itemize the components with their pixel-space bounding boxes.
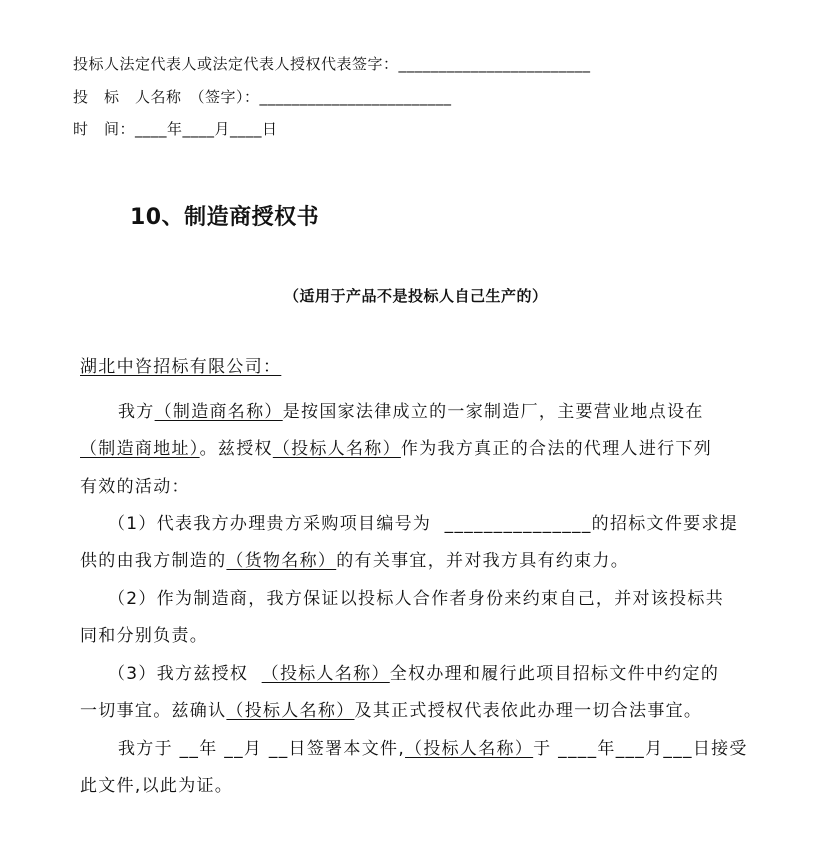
text: 及其正式授权代表依此办理一切合法事宜。 (354, 701, 703, 721)
sign-month-blank: __ (224, 739, 244, 759)
item1-line1 (108, 509, 738, 534)
item2-line2: 同和分别负责。 (80, 626, 209, 646)
text: 的有关事宜，并对我方具有约束力。 (336, 551, 630, 571)
text: 月 (645, 739, 664, 759)
bidder-name-blank: ________________________ (259, 88, 452, 106)
accept-month-blank: ___ (615, 739, 646, 759)
text: 年 (199, 739, 218, 759)
text: 供的由我方制造的 (80, 551, 227, 571)
text: 全权办理和履行此项目招标文件中约定的 (389, 664, 720, 684)
accept-year-blank: ____ (558, 739, 598, 759)
addressee: 湖北中咨招标有限公司： (80, 357, 282, 377)
text: 作为我方真正的合法的代理人进行下列 (400, 439, 713, 459)
rep-signature-blank: ________________________ (398, 55, 591, 73)
section-title: 10、制造商授权书 (130, 205, 320, 230)
text: 的招标文件要求提 (591, 514, 739, 534)
bidder-name-label: 投 标 人名称 （签字）： (73, 88, 260, 106)
closing-line1 (118, 734, 748, 759)
item3-line1 (108, 659, 719, 684)
closing-line2: 此文件,以此为证。 (80, 776, 234, 796)
text: 。兹授权 (199, 439, 273, 459)
bidder-name: （投标人名称） (261, 664, 390, 684)
item3-line2 (80, 696, 702, 721)
text: （3）我方兹授权 (108, 664, 249, 684)
bidder-name: （投标人名称） (272, 439, 401, 459)
para1-line2 (80, 434, 712, 459)
text: 日签署本文件, (288, 739, 406, 759)
manufacturer-name: （制造商名称） (154, 402, 283, 422)
bidder-name: （投标人名称） (226, 701, 355, 721)
item2-line1: （2）作为制造商，我方保证以投标人合作者身份来约束自己，并对该投标共 (108, 589, 725, 609)
text: 年 (597, 739, 616, 759)
bidder-name-line (73, 86, 452, 107)
text: 于 (533, 739, 552, 759)
item1-line2 (80, 546, 629, 571)
sign-day-blank: __ (268, 739, 289, 759)
project-number-blank: _______________ (444, 514, 592, 534)
manufacturer-address: （制造商地址） (80, 439, 200, 459)
goods-name: （货物名称） (226, 551, 337, 571)
sign-year-blank: __ (179, 739, 200, 759)
time-value: ____年____月____日 (135, 120, 278, 138)
rep-signature-label: 投标人法定代表人或法定代表人授权代表签字： (73, 55, 399, 73)
para1-line1 (118, 397, 704, 422)
text: 月 (243, 739, 263, 759)
para1-line3: 有效的活动： (80, 477, 190, 497)
text: 一切事宜。兹确认 (80, 701, 227, 721)
text: 日接受 (692, 739, 748, 759)
accept-day-blank: ___ (663, 739, 693, 759)
time-line (73, 118, 278, 139)
text: 我方 (118, 402, 155, 422)
bidder-name: （投标人名称） (405, 739, 534, 759)
text: （1）代表我方办理贵方采购项目编号为 (108, 514, 432, 534)
text: 我方于 (118, 739, 173, 759)
section-subtitle: （适用于产品不是投标人自己生产的） (284, 287, 548, 305)
rep-signature-line (73, 53, 591, 74)
text: 是按国家法律成立的一家制造厂，主要营业地点设在 (282, 402, 704, 422)
time-label: 时 间： (73, 120, 136, 138)
